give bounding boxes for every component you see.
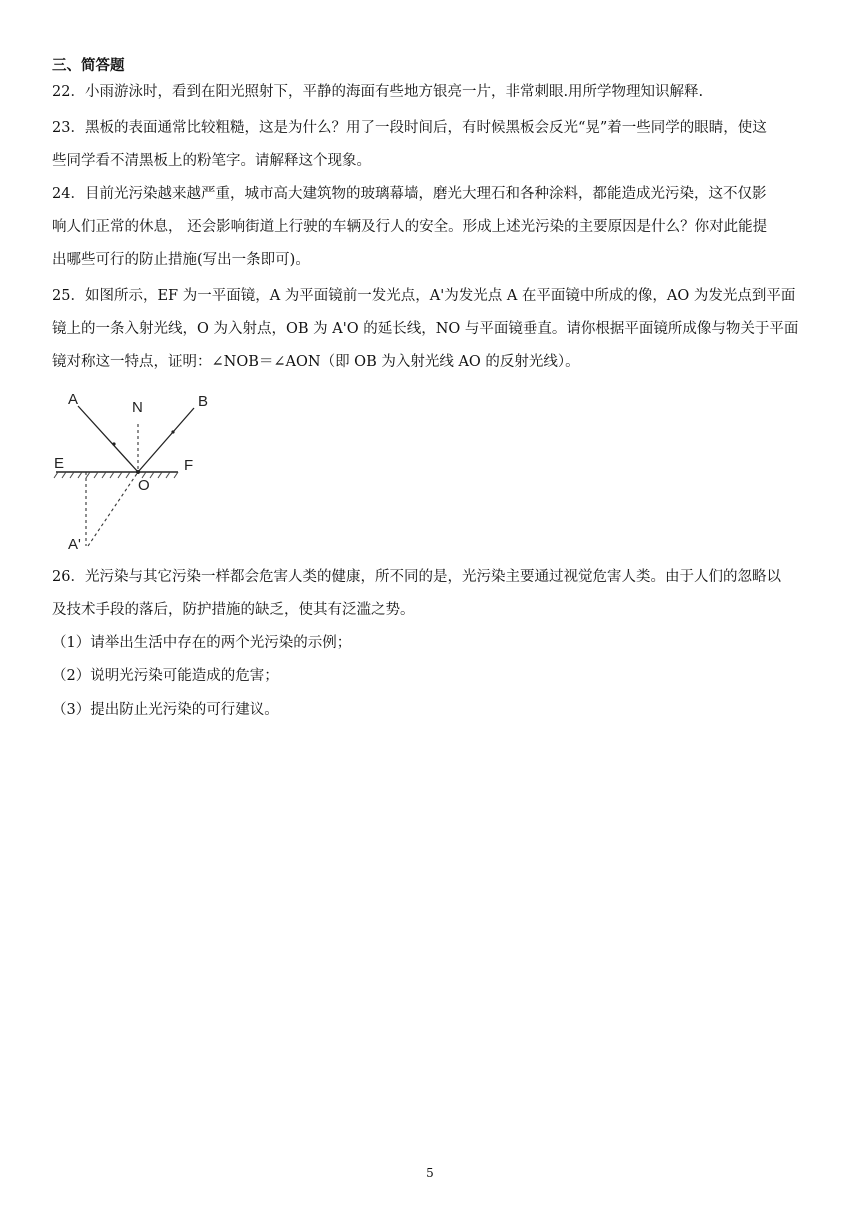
label-f: F bbox=[184, 457, 194, 474]
label-o: O bbox=[138, 477, 150, 494]
question-26-sub-2: （2）说明光污染可能造成的危害； bbox=[52, 668, 279, 684]
question-23-line-2: 些同学看不清黑板上的粉笔字。请解释这个现象。 bbox=[52, 153, 371, 169]
label-b: B bbox=[198, 393, 209, 410]
question-25-line-1: 25．如图所示，EF 为一平面镜，A 为平面镜前一发光点，A'为发光点 A 在平面镜中所成的像，AO 为发光点到平面 bbox=[52, 288, 796, 304]
question-26-sub-1: （1）请举出生活中存在的两个光污染的示例； bbox=[52, 635, 352, 651]
question-26-sub-3: （3）提出防止光污染的可行建议。 bbox=[52, 702, 279, 718]
page-number: 5 bbox=[426, 1166, 434, 1180]
plane-mirror-diagram bbox=[48, 388, 248, 552]
question-26-line-1: 26．光污染与其它污染一样都会危害人类的健康，所不同的是，光污染主要通过视觉危害人类。由于人们的忽略以 bbox=[52, 569, 781, 585]
question-25-line-2: 镜上的一条入射光线，O 为入射点，OB 为 A'O 的延长线，NO 与平面镜垂直。请你根据平面镜所成像与物关于平面 bbox=[52, 321, 799, 337]
arrow-dot-ob bbox=[171, 430, 174, 433]
incidence-point-o bbox=[136, 470, 140, 474]
dashed-image-to-o bbox=[88, 472, 138, 546]
label-n: N bbox=[132, 399, 143, 416]
label-a-prime: A' bbox=[68, 536, 81, 552]
question-24-line-1: 24．目前光污染越来越严重，城市高大建筑物的玻璃幕墙，磨光大理石和各种涂料，都能造成光污染，这不仅影 bbox=[52, 186, 767, 202]
question-24-line-2: 响人们正常的休息， 还会影响街道上行驶的车辆及行人的安全。形成上述光污染的主要原因是什么？你对此能提 bbox=[52, 219, 768, 235]
question-22: 22．小雨游泳时，看到在阳光照射下，平静的海面有些地方银亮一片，非常刺眼.用所学物理知识解释. bbox=[52, 84, 704, 100]
label-e: E bbox=[54, 455, 65, 472]
mirror-hatching bbox=[54, 472, 178, 478]
incident-ray-ao bbox=[78, 406, 138, 472]
question-23-line-1: 23．黑板的表面通常比较粗糙，这是为什么？用了一段时间后，有时候黑板会反光“晃”着一些同学的眼睛，使这 bbox=[52, 120, 767, 136]
section-title: 三、简答题 bbox=[52, 57, 125, 74]
question-25-line-3: 镜对称这一特点，证明：∠NOB＝∠AON（即 OB 为入射光线 AO 的反射光线）。 bbox=[52, 354, 580, 370]
question-26-line-2: 及技术手段的落后，防护措施的缺乏，使其有泛滥之势。 bbox=[52, 602, 415, 618]
label-a: A bbox=[68, 391, 79, 408]
question-24-line-3: 出哪些可行的防止措施(写出一条即可)。 bbox=[52, 252, 310, 268]
arrow-dot-ao bbox=[112, 442, 115, 445]
